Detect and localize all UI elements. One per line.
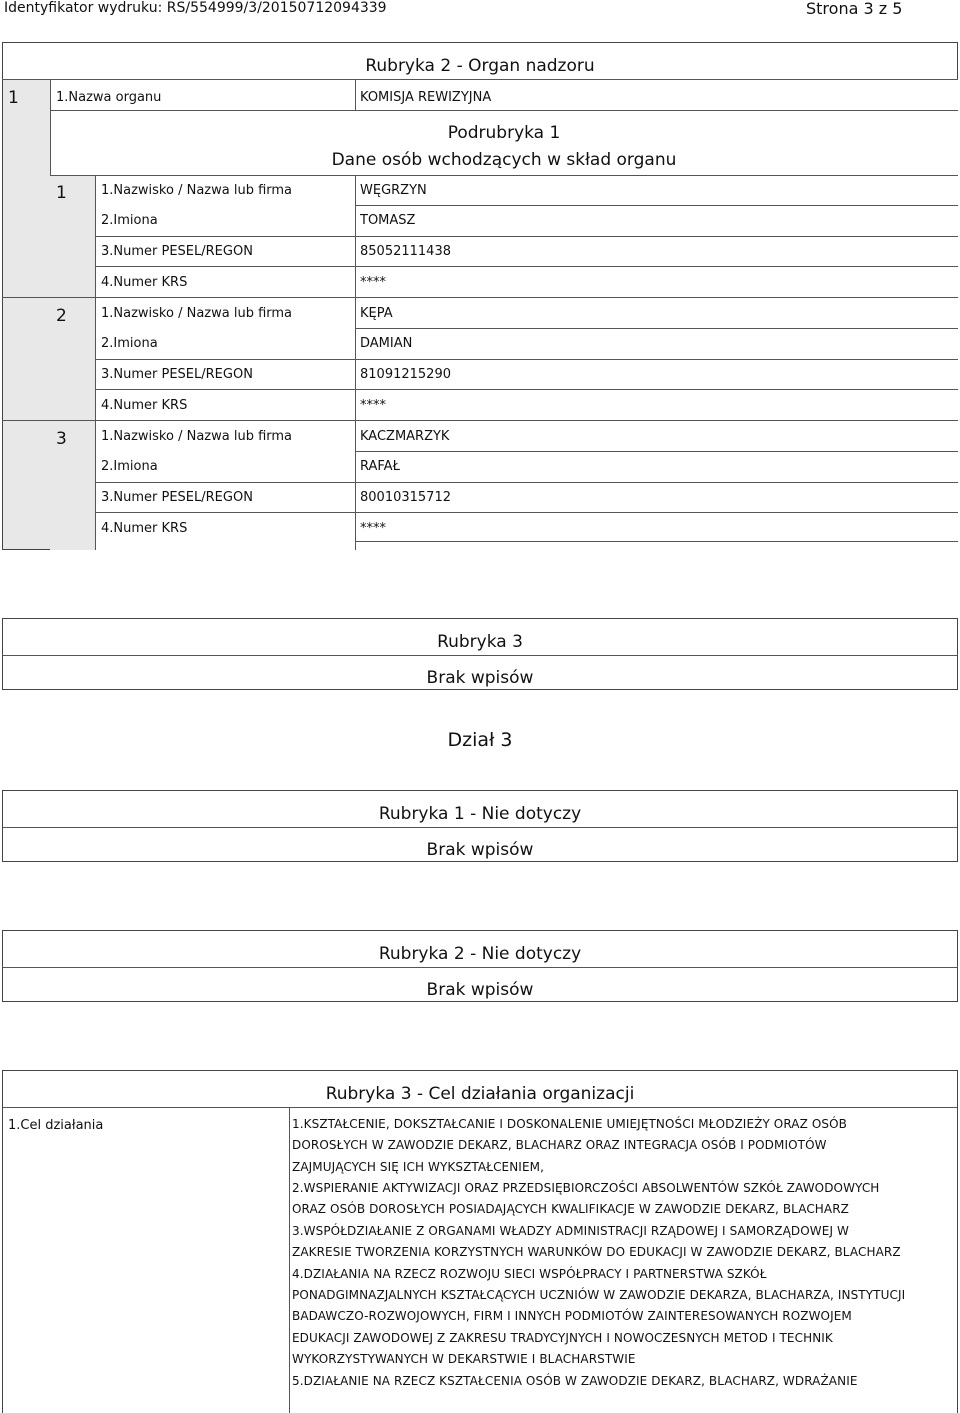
divider bbox=[355, 541, 958, 542]
divider bbox=[3, 655, 957, 656]
member-surname-label: 1.Nazwisko / Nazwa lub firma bbox=[101, 183, 293, 198]
cel-line: 2.WSPIERANIE AKTYWIZACJI ORAZ PRZEDSIĘBIORCZOŚCI ABSOLWENTÓW SZKÓŁ ZAWODOWYCH bbox=[292, 1181, 880, 1195]
divider bbox=[355, 205, 958, 206]
members-index-column bbox=[50, 176, 96, 550]
member-pesel-value: 85052111438 bbox=[360, 244, 451, 259]
podrubryka-title: Podrubryka 1 bbox=[447, 123, 561, 143]
cel-line: 3.WSPÓŁDZIAŁANIE Z ORGANAMI WŁADZY ADMINISTRACJI RZĄDOWEJ I SAMORZĄDOWEJ W bbox=[292, 1224, 849, 1238]
member-krs-label: 4.Numer KRS bbox=[101, 398, 188, 413]
cel-line: DOROSŁYCH W ZAWODZIE DEKARZ, BLACHARZ ORAZ INTEGRACJA OSÓB I PODMIOTÓW bbox=[292, 1138, 827, 1152]
cel-line: BADAWCZO-ROZWOJOWYCH, FIRM I INNYCH PODMIOTÓW ZAINTERESOWANYCH ROZWOJEM bbox=[292, 1309, 852, 1323]
cel-line: 5.DZIAŁANIE NA RZECZ KSZTAŁCENIA OSÓB W ZAWODZIE DEKARZ, BLACHARZ, WDRAŻANIE bbox=[292, 1374, 858, 1388]
dzial-3-rubryka-2-empty: Brak wpisów bbox=[426, 980, 534, 1000]
member-first-names-label: 2.Imiona bbox=[101, 459, 158, 474]
member-pesel-value: 80010315712 bbox=[360, 490, 451, 505]
cel-line: 4.DZIAŁANIA NA RZECZ ROZWOJU SIECI WSPÓŁPRACY I PARTNERSTWA SZKÓŁ bbox=[292, 1267, 767, 1281]
cel-line: EDUKACJI ZAWODOWEJ Z ZAKRESU TRADYCYJNYCH I NOWOCZESNYCH METOD I TECHNIK bbox=[292, 1331, 833, 1345]
organ-section-title: Rubryka 2 - Organ nadzoru bbox=[365, 56, 595, 76]
divider bbox=[3, 1107, 957, 1108]
member-pesel-label: 3.Numer PESEL/REGON bbox=[101, 244, 253, 259]
organ-name-label: 1.Nazwa organu bbox=[56, 90, 162, 105]
rubryka-3-empty: Brak wpisów bbox=[426, 668, 534, 688]
member-first-names-value: DAMIAN bbox=[360, 336, 413, 351]
member-krs-label: 4.Numer KRS bbox=[101, 521, 188, 536]
member-pesel-label: 3.Numer PESEL/REGON bbox=[101, 367, 253, 382]
dzial-3-rubryka-2-title: Rubryka 2 - Nie dotyczy bbox=[378, 944, 582, 964]
cel-dzialania-title: Rubryka 3 - Cel działania organizacji bbox=[325, 1084, 635, 1104]
cel-line: ZAKRESIE TWORZENIA KORZYSTNYCH WARUNKÓW DO EDUKACJI W ZAWODZIE DEKARZ, BLACHARZ bbox=[292, 1245, 901, 1259]
member-number: 3 bbox=[56, 429, 67, 449]
rubryka-3-title: Rubryka 3 bbox=[437, 632, 523, 652]
dzial-3-rubryka-1-title: Rubryka 1 - Nie dotyczy bbox=[378, 804, 582, 824]
member-surname-value: KĘPA bbox=[360, 306, 393, 321]
cel-line: 1.KSZTAŁCENIE, DOKSZTAŁCANIE I DOSKONALENIE UMIEJĘTNOŚCI MŁODZIEŻY ORAZ OSÓB bbox=[292, 1117, 847, 1131]
member-krs-value: **** bbox=[360, 275, 386, 290]
member-surname-label: 1.Nazwisko / Nazwa lub firma bbox=[101, 306, 293, 321]
cel-line: WYKORZYSTYWANYCH W DEKARSTWIE I BLACHARSTWIE bbox=[292, 1352, 636, 1366]
dzial-3-title: Dział 3 bbox=[447, 729, 513, 751]
divider bbox=[96, 482, 958, 483]
cel-line: ORAZ OSÓB DOROSŁYCH POSIADAJĄCYCH KWALIFIKACJE W ZAWODZIE DEKARZ, BLACHARZ bbox=[292, 1202, 849, 1216]
member-surname-value: WĘGRZYN bbox=[360, 183, 427, 198]
divider bbox=[96, 359, 958, 360]
member-krs-value: **** bbox=[360, 521, 386, 536]
podrubryka-subtitle: Dane osób wchodzących w skład organu bbox=[331, 150, 677, 170]
dzial-3-rubryka-2-box bbox=[2, 930, 958, 1002]
member-surname-value: KACZMARZYK bbox=[360, 429, 450, 444]
cel-line: PONADGIMNAZJALNYCH KSZTAŁCĄCYCH UCZNIÓW W ZAWODZIE DEKARZA, BLACHARZA, INSTYTUCJI bbox=[292, 1288, 906, 1302]
dzial-3-rubryka-1-empty: Brak wpisów bbox=[426, 840, 534, 860]
member-surname-label: 1.Nazwisko / Nazwa lub firma bbox=[101, 429, 293, 444]
divider bbox=[96, 389, 958, 390]
member-first-names-value: TOMASZ bbox=[360, 213, 416, 228]
member-krs-label: 4.Numer KRS bbox=[101, 275, 188, 290]
divider bbox=[96, 236, 958, 237]
page-number: Strona 3 z 5 bbox=[806, 0, 903, 18]
divider bbox=[96, 512, 958, 513]
divider bbox=[2, 420, 958, 421]
divider bbox=[289, 1107, 290, 1413]
cel-line: ZAJMUJĄCYCH SIĘ ICH WYKSZTAŁCENIEM, bbox=[292, 1160, 544, 1174]
member-pesel-label: 3.Numer PESEL/REGON bbox=[101, 490, 253, 505]
dzial-3-rubryka-1-box bbox=[2, 790, 958, 862]
rubryka-3-box bbox=[2, 618, 958, 690]
divider bbox=[3, 967, 957, 968]
divider bbox=[2, 79, 958, 80]
cel-dzialania-label: 1.Cel działania bbox=[8, 1118, 104, 1133]
member-first-names-value: RAFAŁ bbox=[360, 459, 400, 474]
member-first-names-label: 2.Imiona bbox=[101, 213, 158, 228]
organ-name-value: KOMISJA REWIZYJNA bbox=[360, 90, 492, 105]
divider bbox=[2, 297, 958, 298]
member-number: 2 bbox=[56, 306, 67, 326]
member-first-names-label: 2.Imiona bbox=[101, 336, 158, 351]
member-krs-value: **** bbox=[360, 398, 386, 413]
divider bbox=[355, 451, 958, 452]
divider bbox=[96, 266, 958, 267]
divider bbox=[355, 176, 356, 550]
print-identifier: Identyfikator wydruku: RS/554999/3/20150712094339 bbox=[4, 0, 387, 16]
divider bbox=[355, 328, 958, 329]
organ-title-row bbox=[2, 42, 958, 79]
divider bbox=[355, 79, 356, 110]
member-pesel-value: 81091215290 bbox=[360, 367, 451, 382]
organ-row-number: 1 bbox=[8, 88, 19, 108]
member-number: 1 bbox=[56, 183, 67, 203]
divider bbox=[3, 827, 957, 828]
divider bbox=[50, 175, 958, 176]
podrubryka-header bbox=[50, 110, 958, 175]
